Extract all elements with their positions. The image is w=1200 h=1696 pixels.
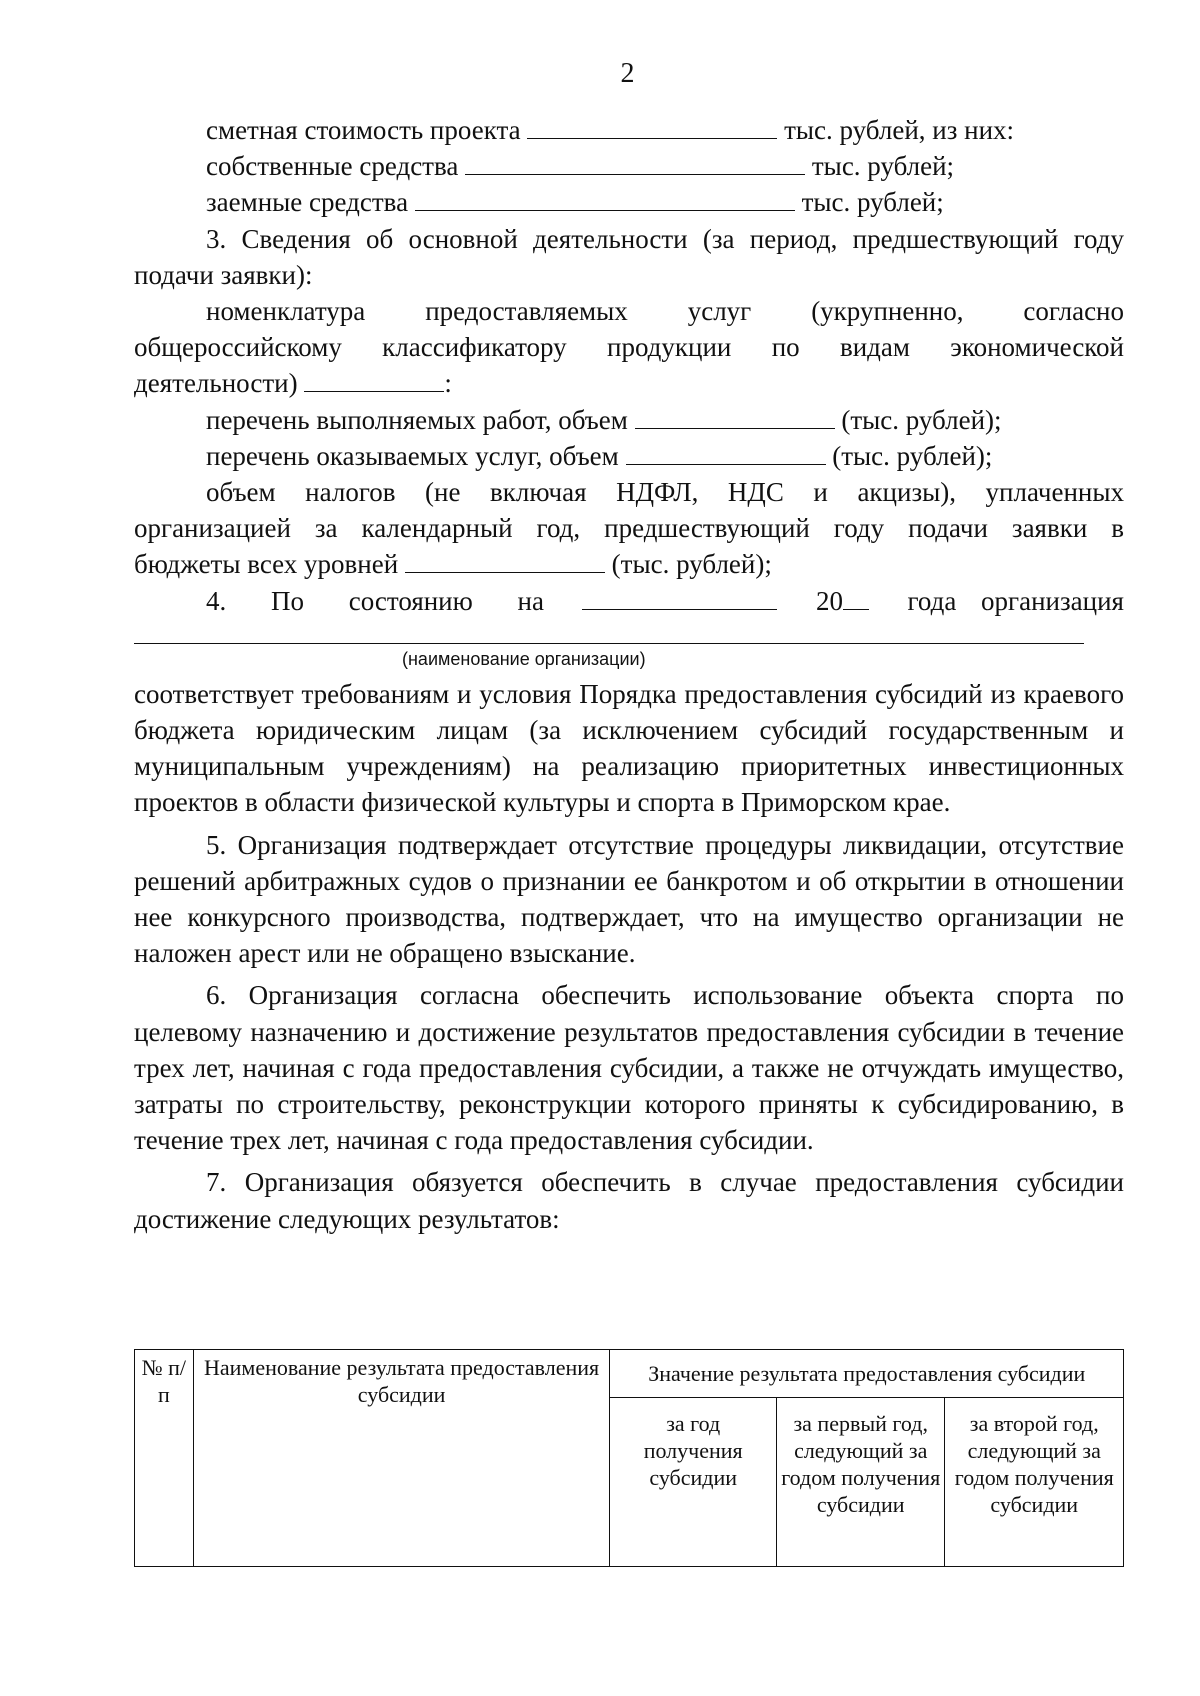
col-header-year0: за год получения субсидии: [610, 1398, 776, 1567]
col-header-year1: за первый год, следующий за годом получения субсидии: [776, 1398, 945, 1567]
col-header-name: Наименование результата предоставления субсидии: [193, 1350, 610, 1567]
services-label: перечень оказываемых услуг, объем: [206, 440, 619, 471]
works-unit: (тыс. рублей);: [841, 404, 1002, 435]
taxes-line3-end: (тыс. рублей);: [611, 549, 772, 580]
item4-date-blank[interactable]: [582, 583, 777, 610]
item6-paragraph: 6. Организация согласна обеспечить использование объекта спорта по целевому назначению и достижение результатов предоставления субсидии в течение трех лет, начиная с года предоставления субсидии, а также не отчуждать имущество, затраты по строительству, реконструкции которого приняты к субсидированию, в течение трех лет, начиная с года предоставления субсидии.: [134, 980, 1124, 1156]
estimated-cost-line: [134, 112, 1124, 148]
item4-year: 20: [815, 585, 843, 616]
estimated-cost-label: сметная стоимость проекта: [206, 115, 521, 145]
borrowed-funds-label: заемные средства: [206, 187, 409, 218]
item7-paragraph: 7. Организация обязуется обеспечить в случае предоставления субсидии достижение следующих результатов:: [134, 1167, 1124, 1234]
estimated-cost-blank[interactable]: [527, 112, 777, 139]
borrowed-funds-line: [134, 184, 1124, 220]
nomenclature-line3-end: :: [444, 368, 452, 399]
col-header-num: № п/п: [135, 1350, 194, 1567]
services-line: [134, 438, 1124, 474]
item3-line2: подачи заявки):: [134, 259, 313, 290]
taxes-line3-start: бюджеты всех уровней: [134, 549, 399, 580]
nomenclature-line2: общероссийскому классификатору продукции по видам экономической: [134, 332, 1124, 363]
item4-end: года организация: [907, 585, 1124, 616]
taxes-line2: организацией за календарный год, предшествующий году подачи заявки в: [134, 513, 1124, 544]
works-line: [134, 402, 1124, 438]
item3-line1: 3. Сведения об основной деятельности (за период, предшествующий году: [206, 223, 1124, 254]
org-name-caption: (наименование организации): [402, 648, 646, 669]
works-blank[interactable]: [635, 402, 835, 429]
item4-start: 4. По состоянию на: [206, 585, 544, 616]
nomenclature-line3-start: деятельности): [134, 368, 298, 399]
item4-body: соответствует требованиям и условия Порядка предоставления субсидий из краевого бюджета юридическим лицам (за исключением субсидий государственным и муниципальным учреждениям) на реализацию приоритетных инвестиционных проектов в области физической культуры и спорта в Приморском крае.: [134, 678, 1124, 818]
taxes-line3: [134, 546, 1124, 582]
nomenclature-line1: номенклатура предоставляемых услуг (укрупненно, согласно: [206, 296, 1124, 327]
item4-year-blank[interactable]: [843, 583, 869, 610]
own-funds-blank[interactable]: [465, 148, 805, 175]
col-header-group: Значение результата предоставления субсидии: [610, 1350, 1124, 1398]
services-unit: (тыс. рублей);: [832, 440, 993, 471]
services-blank[interactable]: [626, 438, 826, 465]
page-number: 2: [620, 58, 635, 89]
item4-line: [134, 583, 1124, 619]
table-header-row: [135, 1350, 1124, 1398]
org-name-line[interactable]: [134, 641, 1084, 644]
estimated-cost-unit: тыс. рублей, из них:: [784, 115, 1015, 145]
document-body: [134, 112, 1124, 1237]
own-funds-line: [134, 148, 1124, 184]
taxes-blank[interactable]: [405, 546, 605, 573]
works-label: перечень выполняемых работ, объем: [206, 404, 628, 435]
col-header-year2: за второй год, следующий за годом получения субсидии: [945, 1398, 1124, 1567]
results-table: [134, 1349, 1124, 1567]
nomenclature-blank[interactable]: [304, 365, 444, 392]
borrowed-funds-unit: тыс. рублей;: [801, 187, 944, 218]
own-funds-label: собственные средства: [206, 151, 459, 182]
taxes-line1: объем налогов (не включая НДФЛ, НДС и акцизы), уплаченных: [206, 477, 1124, 508]
nomenclature-line3: [134, 365, 1124, 401]
item4-year-group: [816, 583, 869, 619]
borrowed-funds-blank[interactable]: [415, 184, 795, 211]
own-funds-unit: тыс. рублей;: [811, 151, 955, 182]
item5-paragraph: 5. Организация подтверждает отсутствие процедуры ликвидации, отсутствие решений арбитражных судов о признании ее банкротом и об открытии в отношении нее конкурсного производства, подтверждает, что на имущество организации не наложен арест или не обращено взыскание.: [134, 829, 1124, 969]
